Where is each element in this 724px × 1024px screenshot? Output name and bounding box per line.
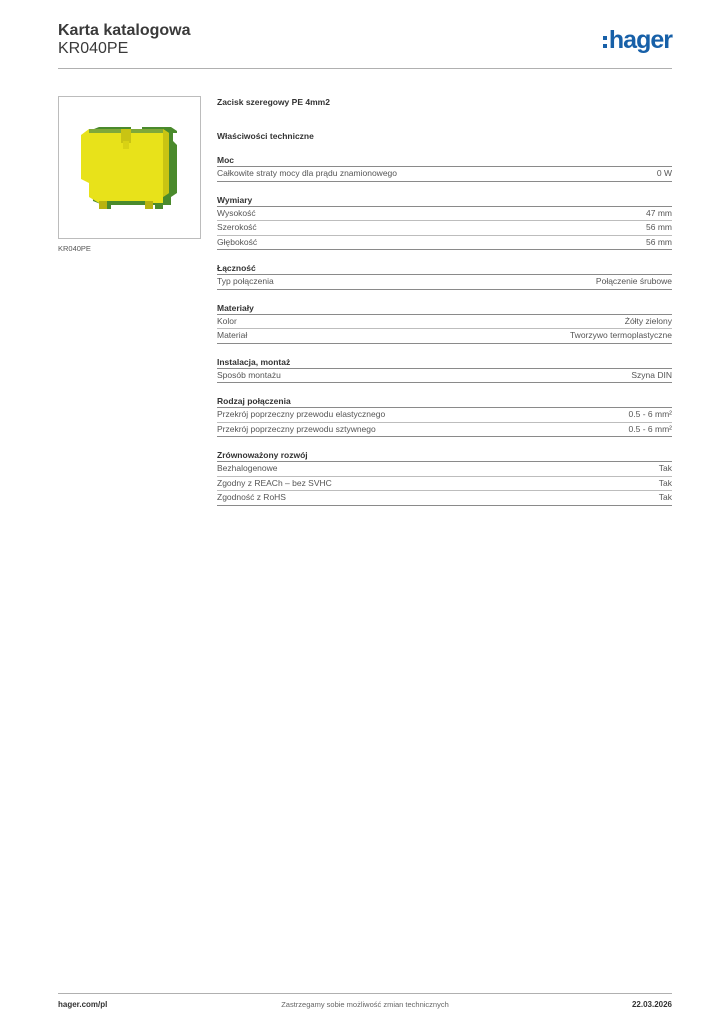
spec-label: Materiał — [217, 330, 248, 340]
logo-dots-icon — [603, 36, 607, 48]
spec-value: Tak — [658, 477, 672, 488]
spec-value: 56 mm — [646, 222, 672, 232]
spec-section — [217, 395, 672, 437]
spec-value: Tak — [658, 463, 672, 473]
spec-value: Szyna DIN — [631, 369, 672, 380]
spec-value: 56 mm — [646, 236, 672, 247]
spec-row — [217, 369, 672, 384]
spec-section — [217, 449, 672, 506]
spec-value: Tak — [658, 492, 672, 502]
spec-row — [217, 462, 672, 477]
spec-label: Przekrój poprzeczny przewodu sztywnego — [217, 423, 376, 434]
footer-website: hager.com/pl — [58, 1000, 108, 1009]
spec-row — [217, 329, 672, 344]
spec-row — [217, 408, 672, 423]
section-title: Zrównoważony rozwój — [217, 449, 672, 462]
spec-row — [217, 221, 672, 236]
spec-row — [217, 167, 672, 182]
spec-label: Sposób montażu — [217, 369, 281, 380]
spec-section — [217, 302, 672, 344]
spec-value: Połączenie śrubowe — [595, 276, 672, 286]
spec-row — [217, 236, 672, 251]
spec-section — [217, 262, 672, 290]
technical-properties-title: Właściwości techniczne — [217, 131, 314, 141]
document-title: Karta katalogowa — [58, 22, 191, 39]
spec-row — [217, 275, 672, 290]
section-title: Moc — [217, 154, 672, 167]
section-title: Wymiary — [217, 194, 672, 207]
spec-label: Wysokość — [217, 207, 256, 218]
footer-date: 22.03.2026 — [631, 1000, 672, 1009]
page-footer — [58, 993, 672, 1014]
spec-label: Szerokość — [217, 222, 257, 232]
spec-label: Bezhalogenowe — [217, 463, 278, 473]
image-caption: KR040PE — [58, 244, 91, 253]
section-title: Materiały — [217, 302, 672, 315]
spec-label: Zgodny z REACh – bez SVHC — [217, 477, 332, 488]
spec-value: Tworzywo termoplastyczne — [569, 330, 672, 340]
spec-section — [217, 154, 672, 182]
spec-content — [217, 96, 672, 506]
terminal-block-icon — [59, 97, 200, 238]
spec-label: Przekrój poprzeczny przewodu elastycznego — [217, 409, 386, 419]
spec-value: Żółty zielony — [624, 315, 672, 326]
section-title: Rodzaj połączenia — [217, 395, 672, 408]
spec-section — [217, 356, 672, 384]
page-header — [58, 20, 672, 69]
spec-label: Typ połączenia — [217, 276, 274, 286]
spec-label: Głębokość — [217, 236, 258, 247]
spec-row — [217, 491, 672, 506]
spec-row — [217, 477, 672, 492]
spec-label: Zgodność z RoHS — [217, 492, 286, 502]
spec-value: 0.5 - 6 mm² — [628, 409, 672, 419]
spec-label: Całkowite straty mocy dla prądu znamionowego — [217, 168, 398, 178]
footer-disclaimer: Zastrzegamy sobie możliwość zmian technicznych — [281, 1000, 449, 1009]
section-title: Instalacja, montaż — [217, 356, 672, 369]
spec-row — [217, 315, 672, 330]
hager-logo — [603, 28, 672, 53]
spec-row — [217, 423, 672, 438]
spec-section — [217, 194, 672, 251]
spec-value: 0 W — [656, 168, 672, 178]
product-code: KR040PE — [58, 40, 129, 57]
spec-value: 0.5 - 6 mm² — [628, 423, 672, 434]
section-title: Łączność — [217, 262, 672, 275]
product-image — [58, 96, 201, 239]
spec-value: 47 mm — [646, 207, 672, 218]
product-name: Zacisk szeregowy PE 4mm2 — [217, 97, 330, 107]
spec-row — [217, 207, 672, 222]
spec-label: Kolor — [217, 315, 237, 326]
logo-text: hager — [608, 26, 672, 54]
spec-sections — [217, 154, 672, 506]
